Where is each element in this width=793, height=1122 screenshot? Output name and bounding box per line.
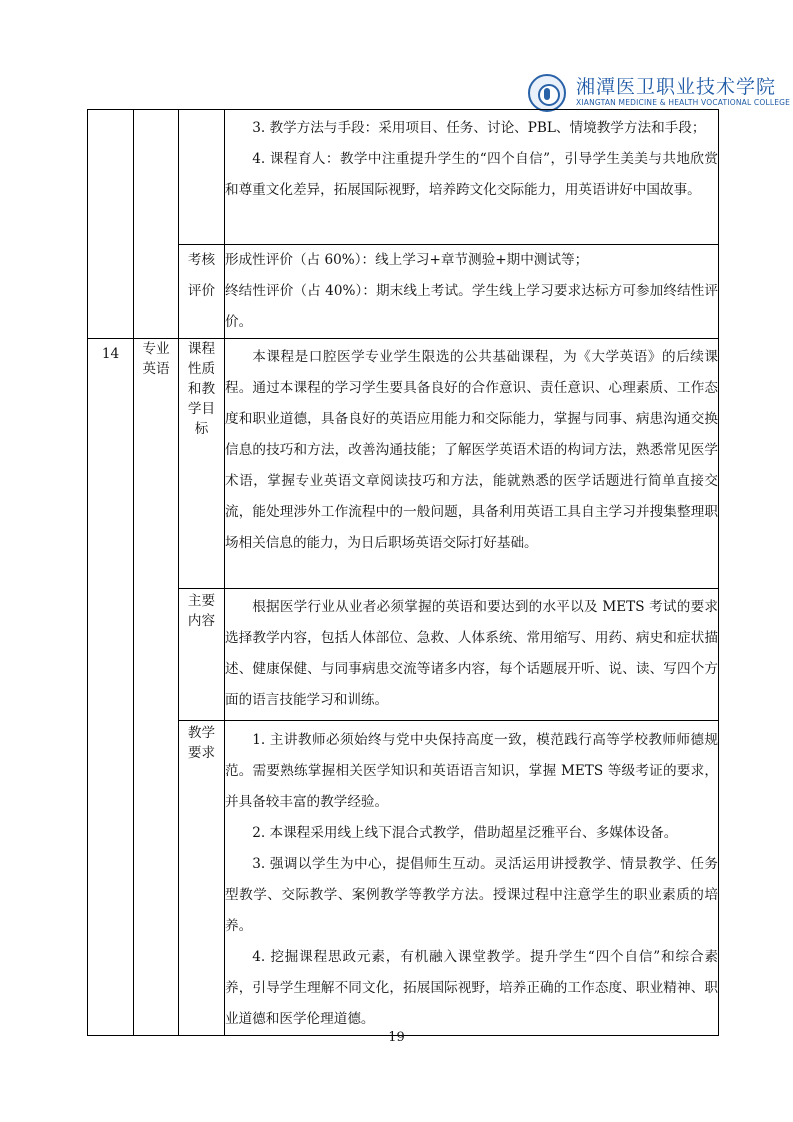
course-table <box>87 109 719 1036</box>
requirements-cell <box>225 721 719 1036</box>
page-number: 19 <box>388 1030 405 1045</box>
content-cell <box>225 589 719 721</box>
table-row <box>88 110 719 245</box>
goal-cell <box>225 339 719 589</box>
number-cell-empty <box>88 110 134 339</box>
table-row <box>88 721 719 1036</box>
course-number: 14 <box>88 339 134 1036</box>
label-cell-empty <box>179 110 225 245</box>
goal-text: 本课程是口腔医学专业学生限选的公共基础课程，为《大学英语》的后续课程。通过本课程的学习学生要具备良好的合作意识、责任意识、心理素质、工作态度和职业道德，具备良好的英语应用能力和交际能力，掌握与同事、病患沟通交换信息的技巧和方法，改善沟通技能；了解医学英语术语的构词方法，熟悉常见医学术语，掌握专业英语文章阅读技巧和方法，能就熟悉的医学话题进行简单直接交流，能处理涉外工作流程中的一般问题，具备利用英语工具自主学习并搜集整理职场相关信息的能力，为日后职场英语交际打好基础。 <box>225 349 718 551</box>
assessment-cell <box>225 245 719 339</box>
requirements-label: 教学 要求 <box>179 721 225 1036</box>
college-name-cn: 湘潭医卫职业技术学院 <box>576 76 777 98</box>
requirement-1: 1. 主讲教师必须始终与党中央保持高度一致，模范践行高等学校教师师德规范。需要熟练掌握相关医学知识和英语语言知识，掌握 METS 等级考证的要求，并具备较丰富的教学经验。 <box>225 732 718 810</box>
methods-text: 3. 教学方法与手段：采用项目、任务、讨论、PBL、情境教学方法和手段； <box>252 120 706 136</box>
content-label: 主要 内容 <box>179 589 225 721</box>
content-text: 根据医学行业从业者必须掌握的英语和要达到的水平以及 METS 考试的要求选择教学内容，包括人体部位、急救、人体系统、常用缩写、用药、病史和症状描述、健康保健、与同事病患交流等诸多内容，每个话题展开听、说、读、写四个方面的语言技能学习和训练。 <box>225 599 718 708</box>
summative-assessment: 终结性评价（占 40%）：期末线上考试。学生线上学习要求达标方可参加终结性评价。 <box>225 283 718 330</box>
name-cell-empty <box>134 110 179 339</box>
assessment-label: 考核 评价 <box>179 245 225 339</box>
course-name: 专业 英语 <box>134 339 179 1036</box>
college-name-en: XIANGTAN MEDICINE & HEALTH VOCATIONAL COLLEGE <box>576 98 791 107</box>
table-row <box>88 339 719 589</box>
formative-assessment: 形成性评价（占 60%）：线上学习+章节测验+期中测试等； <box>225 252 589 268</box>
goal-label: 课程 性质 和教 学目 标 <box>179 339 225 589</box>
requirement-2: 2. 本课程采用线上线下混合式教学，借助超星泛雅平台、多媒体设备。 <box>252 825 678 841</box>
college-seal-icon <box>528 74 566 112</box>
methods-cell <box>225 110 719 245</box>
table-row <box>88 589 719 721</box>
requirement-3: 3. 强调以学生为中心，提倡师生互动。灵活运用讲授教学、情景教学、任务型教学、交际教学、案例教学等教学方法。授课过程中注意学生的职业素质的培养。 <box>225 856 718 934</box>
requirement-4: 4. 挖掘课程思政元素，有机融入课堂教学。提升学生“四个自信”和综合素养，引导学生理解不同文化，拓展国际视野，培养正确的工作态度、职业精神、职业道德和医学伦理道德。 <box>225 949 718 1027</box>
table-row <box>88 245 719 339</box>
ideology-text: 4. 课程育人：教学中注重提升学生的“四个自信”，引导学生美美与共地欣赏和尊重文化差异，拓展国际视野，培养跨文化交际能力，用英语讲好中国故事。 <box>225 151 718 198</box>
